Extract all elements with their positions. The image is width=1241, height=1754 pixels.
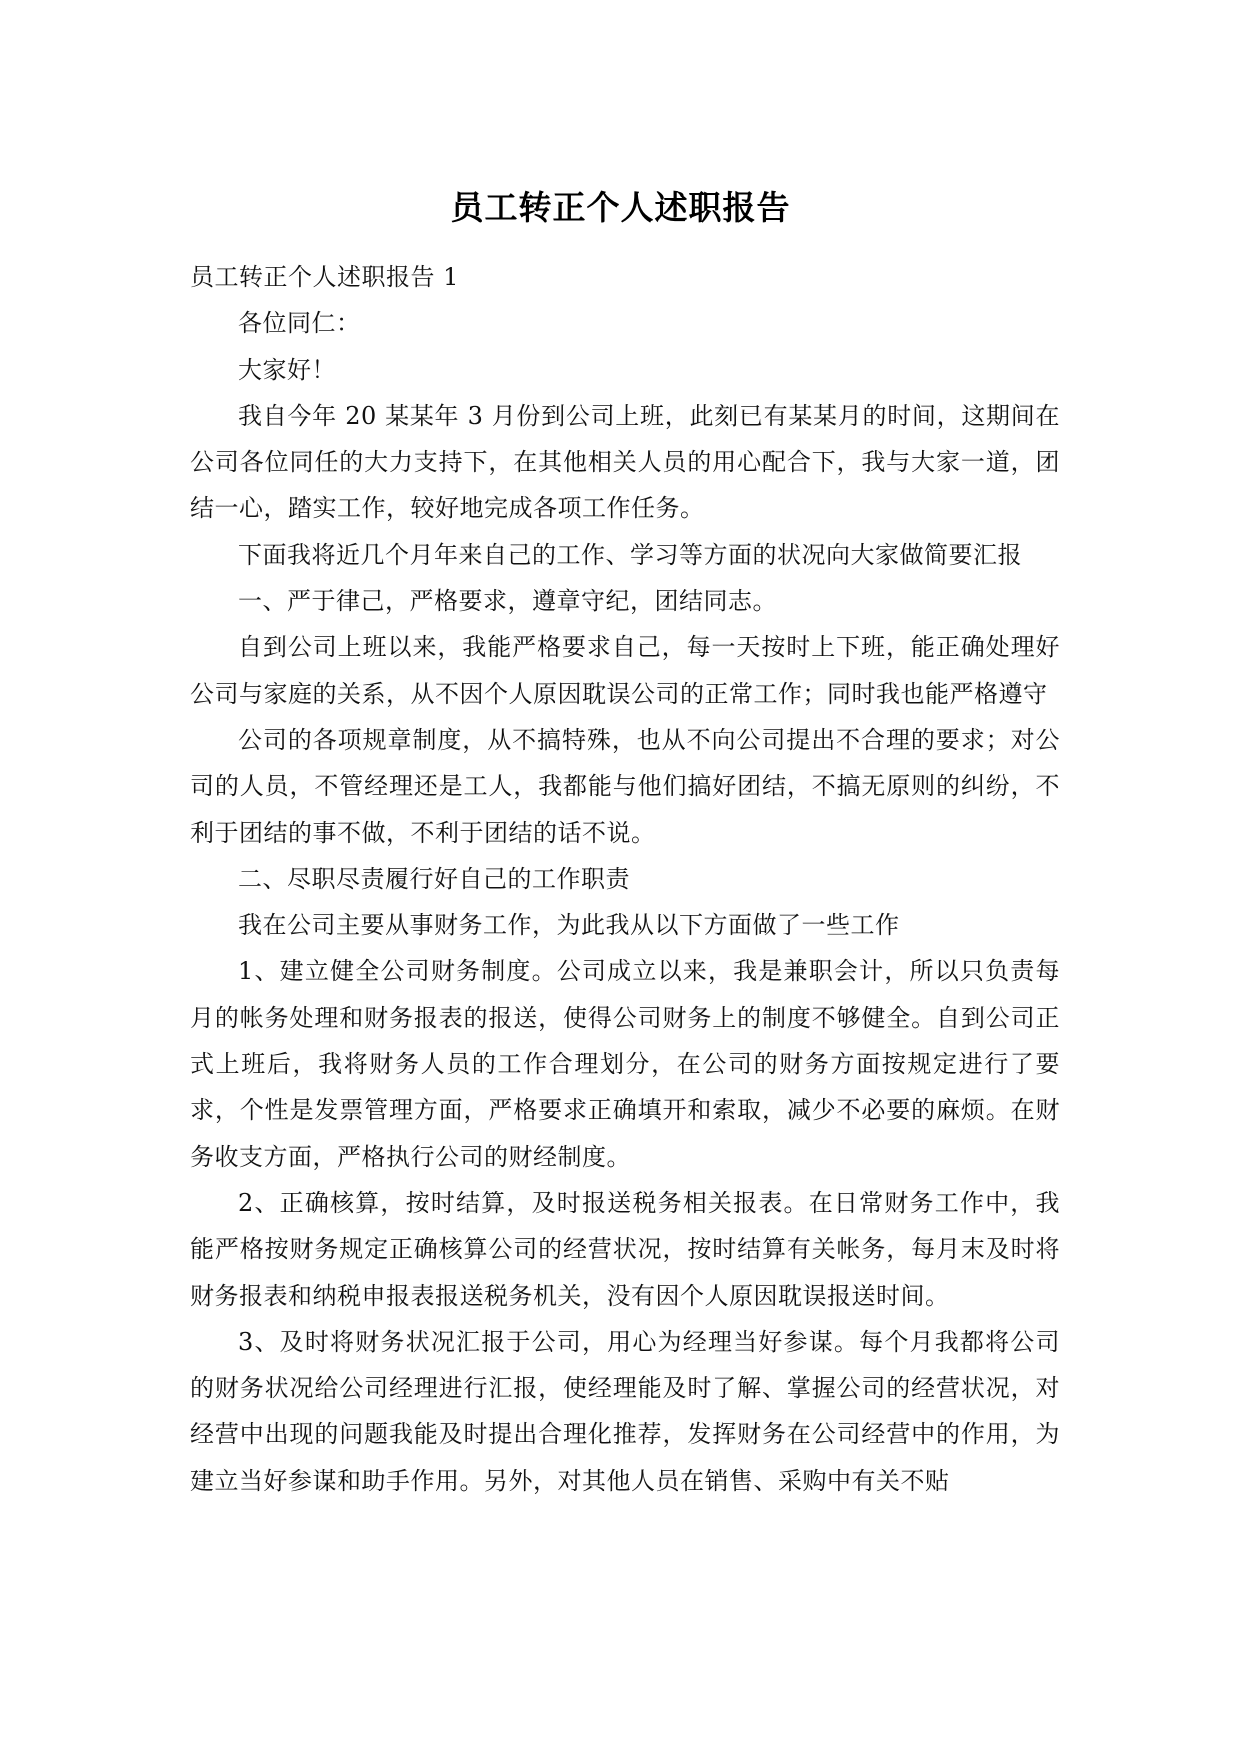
body-paragraph: 公司的各项规章制度，从不搞特殊，也从不向公司提出不合理的要求；对公司的人员，不管经理还是工人，我都能与他们搞好团结，不搞无原则的纠纷，不利于团结的事不做，不利于团结的话不说。 bbox=[190, 725, 1060, 847]
body-paragraph: 二、尽职尽责履行好自己的工作职责 bbox=[238, 864, 630, 893]
body-paragraph: 下面我将近几个月年来自己的工作、学习等方面的状况向大家做简要汇报 bbox=[238, 540, 1022, 569]
body-paragraph: 我在公司主要从事财务工作，为此我从以下方面做了一些工作 bbox=[238, 911, 900, 940]
document-title: 员工转正个人述职报告 bbox=[450, 188, 791, 227]
body-paragraph: 3、及时将财务状况汇报于公司，用心为经理当好参谋。每个月我都将公司的财务状况给公司经理进行汇报，使经理能及时了解、掌握公司的经营状况，对经营中出现的问题我能及时提出合理化推荐，发挥财务在公司经营中的作用，为建立当好参谋和助手作用。另外，对其他人员在销售、采购中有关不贴 bbox=[190, 1327, 1060, 1495]
body-paragraph: 大家好！ bbox=[238, 355, 336, 384]
body-paragraph: 1、建立健全公司财务制度。公司成立以来，我是兼职会计，所以只负责每月的帐务处理和财务报表的报送，使得公司财务上的制度不够健全。自到公司正式上班后，我将财务人员的工作合理划分，在公司的财务方面按规定进行了要求，个性是发票管理方面，严格要求正确填开和索取，减少不必要的麻烦。在财务收支方面，严格执行公司的财经制度。 bbox=[190, 957, 1060, 1171]
body-paragraph: 各位同仁： bbox=[238, 309, 361, 338]
document-body bbox=[190, 254, 1060, 1504]
body-paragraph: 员工转正个人述职报告 1 bbox=[190, 263, 459, 291]
body-paragraph: 一、严于律己，严格要求，遵章守纪，团结同志。 bbox=[238, 587, 777, 616]
body-paragraph: 我自今年 20 某某年 3 月份到公司上班，此刻已有某某月的时间，这期间在公司各位同任的大力支持下，在其他相关人员的用心配合下，我与大家一道，团结一心，踏实工作，较好地完成各项工作任务。 bbox=[190, 401, 1060, 523]
body-paragraph: 2、正确核算，按时结算，及时报送税务相关报表。在日常财务工作中，我能严格按财务规定正确核算公司的经营状况，按时结算有关帐务，每月末及时将财务报表和纳税申报表报送税务机关，没有因个人原因耽误报送时间。 bbox=[190, 1188, 1060, 1310]
body-paragraph: 自到公司上班以来，我能严格要求自己，每一天按时上下班，能正确处理好公司与家庭的关系，从不因个人原因耽误公司的正常工作；同时我也能严格遵守 bbox=[190, 633, 1060, 708]
